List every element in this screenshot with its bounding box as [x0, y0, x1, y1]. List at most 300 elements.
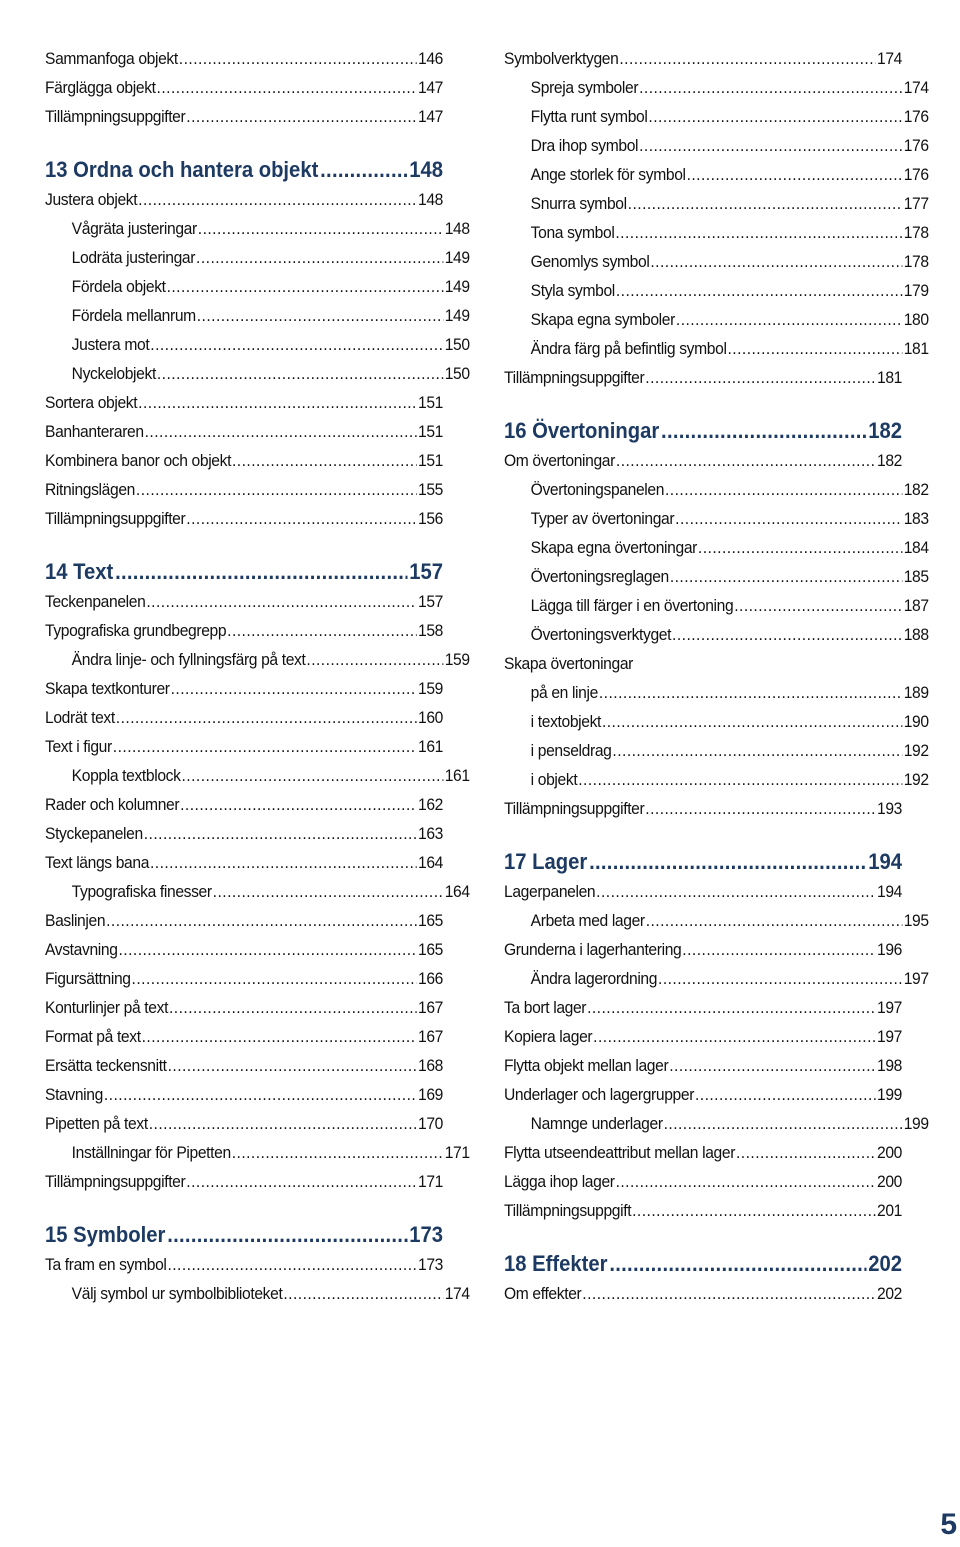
toc-entry [504, 1196, 902, 1225]
toc-dot-leader [167, 272, 444, 301]
toc-dot-leader [106, 906, 417, 935]
toc-page-number: 164 [418, 853, 444, 872]
toc-dot-leader [736, 1138, 876, 1167]
toc-entry [45, 73, 443, 102]
toc-dot-leader [171, 674, 418, 703]
toc-dot-leader [213, 877, 444, 906]
toc-dot-leader [146, 587, 417, 616]
toc-subentry [45, 243, 470, 272]
toc-entry-label: Ritningslägen [45, 480, 136, 499]
toc-page-number: 150 [444, 335, 470, 354]
toc-subentry [504, 475, 929, 504]
toc-page-number: 163 [418, 824, 444, 843]
toc-page-number: 187 [903, 596, 929, 615]
toc-dot-leader [320, 155, 407, 185]
toc-entry [45, 848, 443, 877]
toc-page-number: 148 [418, 190, 444, 209]
toc-entry-label: Tillämpningsuppgifter [45, 1172, 186, 1191]
toc-entry [504, 44, 902, 73]
toc-entry-label: Flytta runt symbol [530, 107, 648, 126]
toc-subentry [504, 305, 929, 334]
toc-dot-leader [628, 189, 903, 218]
toc-page-number: 174 [444, 1284, 470, 1303]
toc-page-number: 178 [903, 223, 929, 242]
toc-entry [504, 877, 902, 906]
toc-dot-leader [118, 935, 417, 964]
toc-entry-label: Banhanteraren [45, 422, 144, 441]
toc-page-number: 199 [903, 1114, 929, 1133]
toc-entry [45, 44, 443, 73]
toc-dot-leader [198, 214, 444, 243]
toc-dot-leader [658, 964, 903, 993]
toc-entry [45, 1022, 443, 1051]
toc-entry-label: 13 Ordna och hantera objekt [45, 157, 319, 182]
toc-entry [504, 993, 902, 1022]
toc-entry-label: Styla symbol [530, 281, 615, 300]
toc-subentry [504, 620, 929, 649]
toc-dot-leader [186, 102, 417, 131]
toc-entry [504, 1138, 902, 1167]
toc-page-number: 161 [444, 766, 470, 785]
toc-entry [504, 794, 902, 823]
toc-page-number: 196 [877, 940, 903, 959]
toc-page-number: 146 [418, 49, 444, 68]
toc-entry [45, 790, 443, 819]
toc-dot-leader [616, 276, 903, 305]
toc-entry-label: Underlager och lagergrupper [504, 1085, 695, 1104]
page-number: 5 [940, 1508, 957, 1541]
toc-entry-label: Om effekter [504, 1284, 582, 1303]
toc-entry [504, 446, 902, 475]
toc-dot-leader [665, 475, 903, 504]
toc-page-number: 194 [868, 849, 903, 874]
toc-subentry [504, 247, 929, 276]
toc-page-number: 182 [877, 451, 903, 470]
toc-subentry [45, 214, 470, 243]
toc-page-number: 176 [903, 107, 929, 126]
toc-entry-label: Namnge underlager [530, 1114, 663, 1133]
toc-chapter-heading [504, 416, 902, 446]
toc-page-number: 148 [444, 219, 470, 238]
toc-page-number: 178 [903, 252, 929, 271]
toc-entry-label: Grunderna i lagerhantering [504, 940, 682, 959]
toc-dot-leader [695, 1080, 876, 1109]
toc-dot-leader [144, 819, 417, 848]
toc-entry [45, 964, 443, 993]
toc-entry-label: Skapa övertoningar [504, 654, 634, 673]
toc-dot-leader [698, 533, 903, 562]
toc-dot-leader [150, 330, 444, 359]
toc-dot-leader [616, 446, 876, 475]
toc-dot-leader [180, 790, 417, 819]
toc-dot-leader [661, 416, 866, 446]
toc-entry-label: Koppla textblock [71, 766, 181, 785]
toc-entry-label: Baslinjen [45, 911, 106, 930]
toc-dot-leader [197, 301, 444, 330]
toc-page-number: 201 [877, 1201, 903, 1220]
toc-subentry [45, 301, 470, 330]
toc-dot-leader [168, 1051, 418, 1080]
toc-entry-label: Tillämpningsuppgifter [45, 509, 186, 528]
toc-subentry [45, 1138, 470, 1167]
toc-entry-label: Inställningar för Pipetten [71, 1143, 231, 1162]
toc-page-number: 148 [409, 157, 444, 182]
toc-subentry [504, 73, 929, 102]
toc-entry-label: Ta fram en symbol [45, 1255, 167, 1274]
toc-dot-leader [283, 1279, 443, 1308]
toc-entry-label: Tillämpningsuppgifter [504, 799, 645, 818]
toc-page-number: 159 [418, 679, 444, 698]
toc-subentry [504, 707, 929, 736]
toc-dot-leader [186, 504, 417, 533]
toc-page-number: 166 [418, 969, 444, 988]
toc-subentry [504, 678, 929, 707]
toc-page-number: 200 [877, 1172, 903, 1191]
toc-dot-leader [645, 363, 876, 392]
toc-dot-leader [672, 620, 903, 649]
toc-chapter-heading [45, 155, 443, 185]
toc-dot-leader [616, 1167, 877, 1196]
toc-dot-leader [587, 993, 876, 1022]
toc-page-number: 188 [903, 625, 929, 644]
toc-entry-label: 18 Effekter [504, 1251, 608, 1276]
toc-page-number: 155 [418, 480, 444, 499]
toc-entry-label: Vågräta justeringar [71, 219, 197, 238]
toc-entry [45, 1051, 443, 1080]
toc-page-number: 174 [877, 49, 903, 68]
toc-subentry [45, 877, 470, 906]
toc-entry-label: Ange storlek för symbol [530, 165, 686, 184]
toc-page-number: 149 [444, 306, 470, 325]
toc-entry-label: Teckenpanelen [45, 592, 146, 611]
toc-dot-leader [181, 761, 443, 790]
toc-entry-label: Text i figur [45, 737, 112, 756]
toc-dot-leader [157, 73, 418, 102]
toc-subentry [504, 533, 929, 562]
toc-entry-label: Genomlys symbol [530, 252, 650, 271]
toc-entry-label: Sammanfoga objekt [45, 49, 178, 68]
toc-page-number: 157 [409, 559, 444, 584]
toc-entry [504, 1279, 902, 1308]
toc-page-number: 158 [418, 621, 444, 640]
toc-dot-leader [157, 359, 444, 388]
toc-entry [504, 935, 902, 964]
toc-entry-label: Fördela objekt [71, 277, 166, 296]
toc-entry-label: Ändra lagerordning [530, 969, 658, 988]
toc-subentry [45, 272, 470, 301]
toc-entry [45, 674, 443, 703]
toc-entry-label: på en linje [530, 683, 598, 702]
toc-entry-label: Symbolverktygen [504, 49, 619, 68]
toc-entry-label: 15 Symboler [45, 1222, 166, 1247]
toc-subentry [504, 160, 929, 189]
toc-dot-leader [138, 388, 417, 417]
toc-subentry [504, 562, 929, 591]
toc-dot-leader [727, 334, 902, 363]
toc-entry [45, 587, 443, 616]
toc-dot-leader [664, 1109, 903, 1138]
toc-entry [45, 1109, 443, 1138]
toc-subentry [504, 736, 929, 765]
toc-chapter-heading [45, 557, 443, 587]
toc-subentry [504, 964, 929, 993]
toc-chapter-heading [504, 847, 902, 877]
toc-subentry [504, 102, 929, 131]
toc-entry-label: Justera mot [71, 335, 150, 354]
toc-page-number: 159 [444, 650, 470, 669]
toc-chapter-heading [504, 1249, 902, 1279]
toc-entry-label: Flytta objekt mellan lager [504, 1056, 669, 1075]
toc-page-number: 197 [877, 998, 903, 1017]
toc-dot-leader [132, 964, 418, 993]
toc-entry [45, 102, 443, 131]
toc-entry-label: Arbeta med lager [530, 911, 645, 930]
toc-page-number: 202 [877, 1284, 903, 1303]
toc-dot-leader [150, 848, 417, 877]
toc-dot-leader [632, 1196, 876, 1225]
toc-dot-leader [582, 1279, 876, 1308]
toc-subentry [504, 591, 929, 620]
toc-entry-label: Ändra färg på befintlig symbol [530, 339, 727, 358]
toc-entry-label: Tona symbol [530, 223, 615, 242]
toc-page-number: 193 [877, 799, 903, 818]
toc-entry-label: Kopiera lager [504, 1027, 593, 1046]
toc-entry-label: Fördela mellanrum [71, 306, 196, 325]
toc-page-number: 168 [418, 1056, 444, 1075]
toc-left-column [45, 44, 470, 1308]
toc-entry-label: Ändra linje- och fyllningsfärg på text [71, 650, 306, 669]
toc-page-number: 151 [418, 451, 444, 470]
toc-entry-label: Skapa egna övertoningar [530, 538, 697, 557]
toc-page-number: 180 [903, 310, 929, 329]
toc-dot-leader [687, 160, 903, 189]
toc-page-number: 177 [903, 194, 929, 213]
toc-entry-label: 14 Text [45, 559, 114, 584]
toc-entry [45, 475, 443, 504]
toc-entry-label: Ersätta teckensnitt [45, 1056, 167, 1075]
toc-page-number: 195 [903, 911, 929, 930]
toc-entry-label: 17 Lager [504, 849, 588, 874]
toc-dot-leader [196, 243, 444, 272]
toc-dot-leader [596, 877, 876, 906]
toc-dot-leader [593, 1022, 876, 1051]
toc-page-number: 151 [418, 422, 444, 441]
toc-entry [45, 935, 443, 964]
toc-entry-label: i objekt [530, 770, 578, 789]
toc-subentry [45, 330, 470, 359]
toc-page-number: 200 [877, 1143, 903, 1162]
toc-dot-leader [619, 44, 876, 73]
toc-entry-label: Spreja symboler [530, 78, 639, 97]
toc-dot-leader [669, 1051, 876, 1080]
toc-entry [504, 649, 902, 678]
toc-entry-label: Lagerpanelen [504, 882, 596, 901]
toc-dot-leader [612, 736, 902, 765]
toc-page-number: 150 [444, 364, 470, 383]
toc-dot-leader [646, 906, 903, 935]
toc-page-number: 169 [418, 1085, 444, 1104]
toc-page-number: 164 [444, 882, 470, 901]
toc-page-number: 167 [418, 1027, 444, 1046]
toc-dot-leader [138, 185, 417, 214]
toc-dot-leader [306, 645, 443, 674]
toc-page-number: 183 [903, 509, 929, 528]
toc-dot-leader [670, 562, 903, 591]
toc-subentry [504, 334, 929, 363]
toc-dot-leader [682, 935, 876, 964]
toc-page-number: 151 [418, 393, 444, 412]
toc-entry-label: Snurra symbol [530, 194, 627, 213]
toc-right-column [504, 44, 929, 1308]
toc-page-number: 202 [868, 1251, 903, 1276]
toc-entry [45, 1250, 443, 1279]
toc-entry-label: Lodräta justeringar [71, 248, 196, 267]
toc-dot-leader [149, 1109, 417, 1138]
toc-dot-leader [734, 591, 903, 620]
toc-entry-label: Pipetten på text [45, 1114, 148, 1133]
toc-page-number: 176 [903, 136, 929, 155]
toc-entry [45, 703, 443, 732]
toc-entry-label: Kombinera banor och objekt [45, 451, 232, 470]
toc-entry-label: Skapa textkonturer [45, 679, 170, 698]
toc-entry-label: Format på text [45, 1027, 141, 1046]
toc-page-number: 157 [418, 592, 444, 611]
toc-page-number: 173 [409, 1222, 444, 1247]
toc-dot-leader [113, 732, 417, 761]
toc-dot-leader [227, 616, 417, 645]
toc-entry [45, 446, 443, 475]
toc-dot-leader [169, 993, 417, 1022]
toc-dot-leader [578, 765, 903, 794]
toc-page-number: 199 [877, 1085, 903, 1104]
toc-entry-label: Tillämpningsuppgifter [45, 107, 186, 126]
toc-dot-leader [167, 1250, 417, 1279]
toc-entry-label: Färglägga objekt [45, 78, 156, 97]
toc-page-number: 170 [418, 1114, 444, 1133]
toc-page-number: 194 [877, 882, 903, 901]
toc-entry-label: Avstavning [45, 940, 118, 959]
toc-dot-leader [602, 707, 903, 736]
toc-entry-label: Tillämpningsuppgift [504, 1201, 632, 1220]
toc-page-number: 174 [903, 78, 929, 97]
toc-entry-label: Om övertoningar [504, 451, 615, 470]
toc-entry-label: Nyckelobjekt [71, 364, 156, 383]
toc-page-number: 181 [903, 339, 929, 358]
toc-page-number: 182 [903, 480, 929, 499]
toc-entry-label: Välj symbol ur symbolbiblioteket [71, 1284, 283, 1303]
toc-dot-leader [116, 703, 417, 732]
toc-page-number: 176 [903, 165, 929, 184]
toc-page-number: 192 [903, 741, 929, 760]
toc-entry-label: Justera objekt [45, 190, 138, 209]
toc-dot-leader [639, 73, 903, 102]
toc-entry [45, 185, 443, 214]
toc-page-number: 182 [868, 418, 903, 443]
toc-entry-label: Skapa egna symboler [530, 310, 675, 329]
toc-dot-leader [186, 1167, 417, 1196]
toc-page-number: 198 [877, 1056, 903, 1075]
toc-entry-label: Flytta utseendeattribut mellan lager [504, 1143, 736, 1162]
toc-page-number: 179 [903, 281, 929, 300]
toc-dot-leader [142, 1022, 417, 1051]
toc-entry-label: Övertoningsreglagen [530, 567, 669, 586]
toc-subentry [504, 906, 929, 935]
toc-dot-leader [645, 794, 876, 823]
toc-page-number: 149 [444, 248, 470, 267]
toc-entry-label: Rader och kolumner [45, 795, 180, 814]
toc-entry-label: Typografiska grundbegrepp [45, 621, 227, 640]
toc-subentry [45, 1279, 470, 1308]
toc-entry-label: Dra ihop symbol [530, 136, 639, 155]
toc-entry [45, 732, 443, 761]
toc-subentry [504, 504, 929, 533]
toc-entry [45, 504, 443, 533]
toc-subentry [45, 645, 470, 674]
toc-entry-label: Styckepanelen [45, 824, 143, 843]
toc-page-number: 162 [418, 795, 444, 814]
toc-page-number: 185 [903, 567, 929, 586]
toc-entry-label: Ta bort lager [504, 998, 587, 1017]
toc-dot-leader [232, 446, 417, 475]
toc-entry [45, 819, 443, 848]
toc-dot-leader [179, 44, 417, 73]
toc-dot-leader [589, 847, 866, 877]
toc-entry [504, 1051, 902, 1080]
toc-page-number: 156 [418, 509, 444, 528]
toc-page-number: 147 [418, 107, 444, 126]
toc-entry-label: Typografiska finesser [71, 882, 212, 901]
toc-page-number: 171 [444, 1143, 470, 1162]
toc-entry-label: i textobjekt [530, 712, 602, 731]
toc-page-number: 184 [903, 538, 929, 557]
toc-entry [45, 1080, 443, 1109]
toc-entry [45, 417, 443, 446]
toc-entry [45, 906, 443, 935]
toc-dot-leader [639, 131, 903, 160]
toc-page-number: 149 [444, 277, 470, 296]
toc-entry [504, 363, 902, 392]
toc-entry-label: Lodrät text [45, 708, 115, 727]
toc-dot-leader [136, 475, 417, 504]
toc-page-number: 197 [877, 1027, 903, 1046]
toc-entry-label: Konturlinjer på text [45, 998, 169, 1017]
toc-subentry [504, 131, 929, 160]
toc-dot-leader [650, 247, 902, 276]
toc-entry [504, 1080, 902, 1109]
toc-subentry [504, 1109, 929, 1138]
toc-page-number: 192 [903, 770, 929, 789]
toc-page-number: 190 [903, 712, 929, 731]
toc-subentry [45, 761, 470, 790]
toc-page-number: 173 [418, 1255, 444, 1274]
toc-entry [45, 616, 443, 645]
toc-page-number: 171 [418, 1172, 444, 1191]
toc-dot-leader [609, 1249, 866, 1279]
toc-entry [45, 993, 443, 1022]
toc-dot-leader [115, 557, 407, 587]
toc-page-number: 147 [418, 78, 444, 97]
toc-entry [45, 388, 443, 417]
toc-subentry [504, 276, 929, 305]
toc-page-number: 189 [903, 683, 929, 702]
toc-entry [504, 1022, 902, 1051]
toc-page-number: 167 [418, 998, 444, 1017]
toc-entry-label: Sortera objekt [45, 393, 138, 412]
toc-entry [45, 1167, 443, 1196]
toc-page-number: 181 [877, 368, 903, 387]
toc-entry-label: Figursättning [45, 969, 131, 988]
toc-page-number: 197 [903, 969, 929, 988]
